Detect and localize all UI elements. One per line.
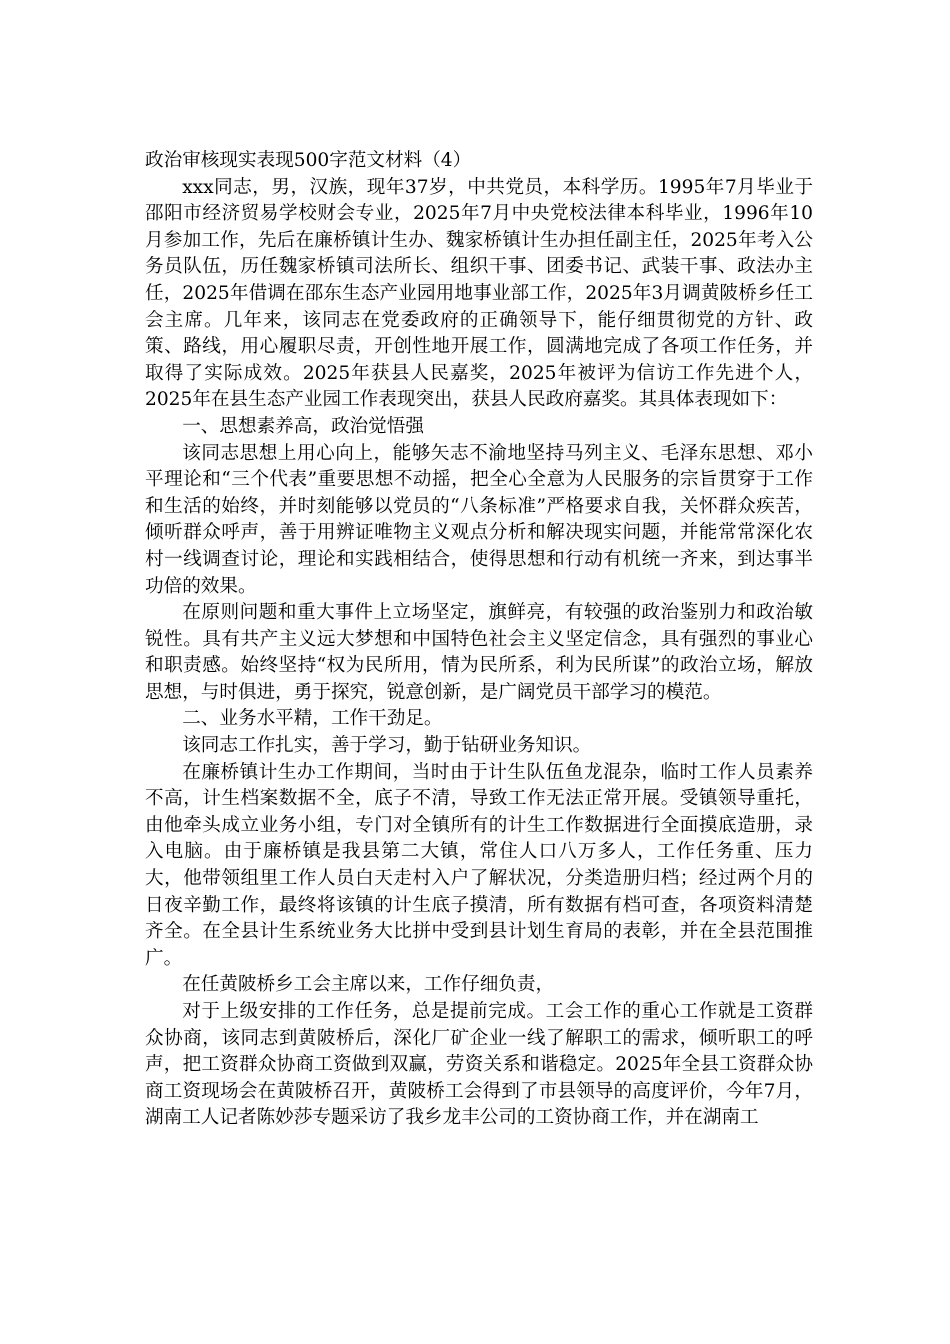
document-title: 政治审核现实表现500字范文材料（4） xyxy=(145,150,472,171)
paragraph-union-chair: 在任黄陂桥乡工会主席以来，工作仔细负责， xyxy=(182,974,555,996)
paragraph-work-attitude: 该同志工作扎实，善于学习，勤于钻研业务知识。 xyxy=(182,735,592,757)
paragraph-intro: xxx同志，男，汉族，现年37岁，中共党员，本科学历。1995年7月毕业于邵阳市经济贸易学校财会专业，2025年7月中央党校法律本科毕业，1996年10月参加工作，先后在廉桥镇计生办、魏家桥镇计生办担任副主任，2025年考入公务员队伍，历任魏家桥镇司法所长、组织干事、团委书记、武装干事、政法办主任，2025年借调在邵东生态产业园用地事业部工作，2025年3月调黄陂桥乡任工会主席。几年来，该同志在党委政府的正确领导下，能仔细贯彻党的方针、政策、路线，用心履职尽责，开创性地开展工作，圆满地完成了各项工作任务，并取得了实际成效。2025年获县人民嘉奖，2025年被评为信访工作先进个人，2025年在县生态产业园工作表现突出，获县人民政府嘉奖。其具体表现如下： xyxy=(145,176,813,411)
section-heading-1: 一、思想素养高，政治觉悟强 xyxy=(182,415,424,437)
paragraph-wage-negotiation: 对于上级安排的工作任务，总是提前完成。工会工作的重心工作就是工资群众协商，该同志到黄陂桥后，深化厂矿企业一线了解职工的需求，倾听职工的呼声，把工资群众协商工资做到双赢，劳资关系和谐稳定。2025年全县工资群众协商工资现场会在黄陂桥召开，黄陂桥工会得到了市县领导的高度评价，今年7月，湖南工人记者陈妙莎专题采访了我乡龙丰公司的工资协商工作，并在湖南工 xyxy=(145,1001,813,1129)
section-heading-2: 二、业务水平精，工作干劲足。 xyxy=(182,708,443,730)
paragraph-principles: 在原则问题和重大事件上立场坚定，旗鲜亮，有较强的政治鉴别力和政治敏锐性。具有共产主义远大梦想和中国特色社会主义坚定信念，具有强烈的事业心和职责感。始终坚持“权为民所用，情为民所系，利为民所谋”的政治立场，解放思想，与时俱进，勇于探究，锐意创新，是广阔党员干部学习的模范。 xyxy=(145,602,813,703)
paragraph-ideology: 该同志思想上用心向上，能够矢志不渝地坚持马列主义、毛泽东思想、邓小平理论和“三个代表”重要思想不动摇，把全心全意为人民服务的宗旨贯穿于工作和生活的始终，并时刻能够以党员的“八条标准”严格要求自我，关怀群众疾苦，倾听群众呼声，善于用辨证唯物主义观点分析和解决现实问题，并能常常深化农村一线调查讨论，理论和实践相结合，使得思想和行动有机统一齐来，到达事半功倍的效果。 xyxy=(145,442,813,597)
paragraph-lianqiao: 在廉桥镇计生办工作期间，当时由于计生队伍鱼龙混杂，临时工作人员素养不高，计生档案数据不全，底子不清，导致工作无法正常开展。受镇领导重托，由他牵头成立业务小组，专门对全镇所有的计生工作数据进行全面摸底造册，录入电脑。由于廉桥镇是我县第二大镇，常住人口八万多人，工作任务重、压力大，他带领组里工作人员白天走村入户了解状况，分类造册归档；经过两个月的日夜辛勤工作，最终将该镇的计生底子摸清，所有数据有档可查，各项资料清楚齐全。在全县计生系统业务大比拼中受到县计划生育局的表彰，并在全县范围推广。 xyxy=(145,761,813,969)
document-page xyxy=(145,148,813,1132)
